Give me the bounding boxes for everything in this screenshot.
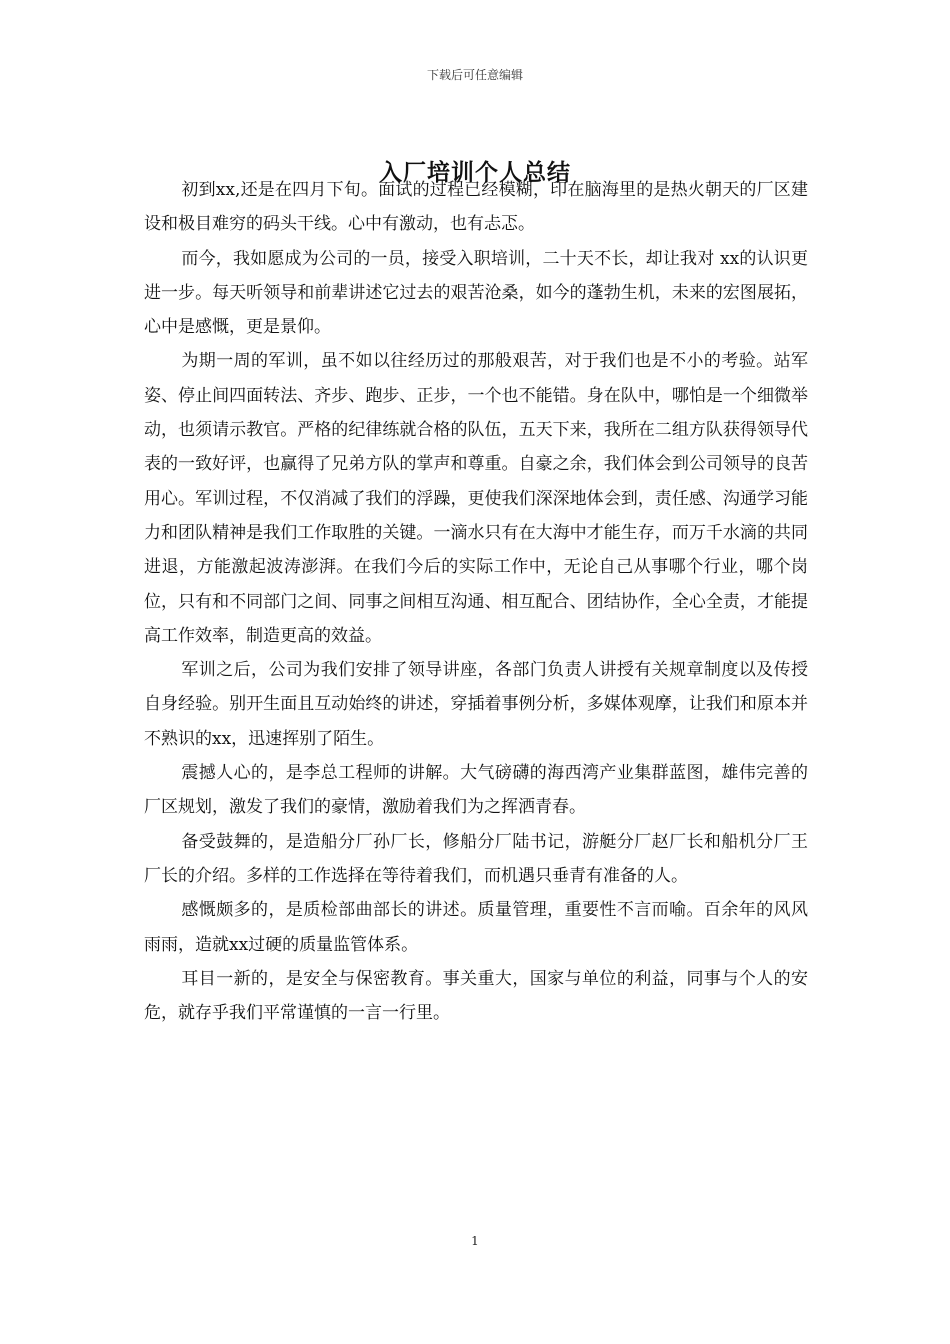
page-header: 下载后可任意编辑 (426, 68, 523, 82)
document-body (144, 173, 808, 1030)
paragraph: 震撼人心的，是李总工程师的讲解。大气磅礴的海西湾产业集群蓝图，雄伟完善的厂区规划，激发了我们的豪情，激励着我们为之挥洒青春。 (144, 763, 808, 818)
paragraph: 军训之后，公司为我们安排了领导讲座，各部门负责人讲授有关规章制度以及传授自身经验。别开生面且互动始终的讲述，穿插着事例分析，多媒体观摩，让我们和原本并不熟识的xx，迅速挥别了陌生。 (144, 660, 808, 749)
paragraph: 初到xx,还是在四月下旬。面试的过程已经模糊，印在脑海里的是热火朝天的厂区建设和极目难穷的码头干线。心中有激动，也有忐忑。 (144, 180, 808, 235)
document-title: 入厂培训个人总结 (379, 160, 571, 186)
paragraph: 为期一周的军训，虽不如以往经历过的那般艰苦，对于我们也是不小的考验。站军姿、停止间四面转法、齐步、跑步、正步，一个也不能错。身在队中，哪怕是一个细微举动，也须请示教官。严格的纪律练就合格的队伍，五天下来，我所在二组方队获得领导代表的一致好评，也赢得了兄弟方队的掌声和尊重。自豪之余，我们体会到公司领导的良苦用心。军训过程，不仅消减了我们的浮躁，更使我们深深地体会到，责任感、沟通学习能力和团队精神是我们工作取胜的关键。一滴水只有在大海中才能生存，而万千水滴的共同进退，方能激起波涛澎湃。在我们今后的实际工作中，无论自己从事哪个行业，哪个岗位，只有和不同部门之间、同事之间相互沟通、相互配合、团结协作，全心全责，才能提高工作效率，制造更高的效益。 (144, 351, 808, 646)
paragraph: 感慨颇多的，是质检部曲部长的讲述。质量管理，重要性不言而喻。百余年的风风雨雨，造就xx过硬的质量监管体系。 (144, 900, 808, 955)
paragraph: 备受鼓舞的，是造船分厂孙厂长，修船分厂陆书记，游艇分厂赵厂长和船机分厂王厂长的介绍。多样的工作选择在等待着我们，而机遇只垂青有准备的人。 (144, 831, 808, 886)
page-number: 1 (471, 1234, 479, 1248)
paragraph: 耳目一新的，是安全与保密教育。事关重大，国家与单位的利益，同事与个人的安危，就存乎我们平常谨慎的一言一行里。 (144, 968, 808, 1024)
paragraph: 而今，我如愿成为公司的一员，接受入职培训，二十天不长，却让我对 xx的认识更进一步。每天听领导和前辈讲述它过去的艰苦沧桑，如今的蓬勃生机，未来的宏图展拓，心中是感慨，更是景仰。 (144, 248, 808, 338)
